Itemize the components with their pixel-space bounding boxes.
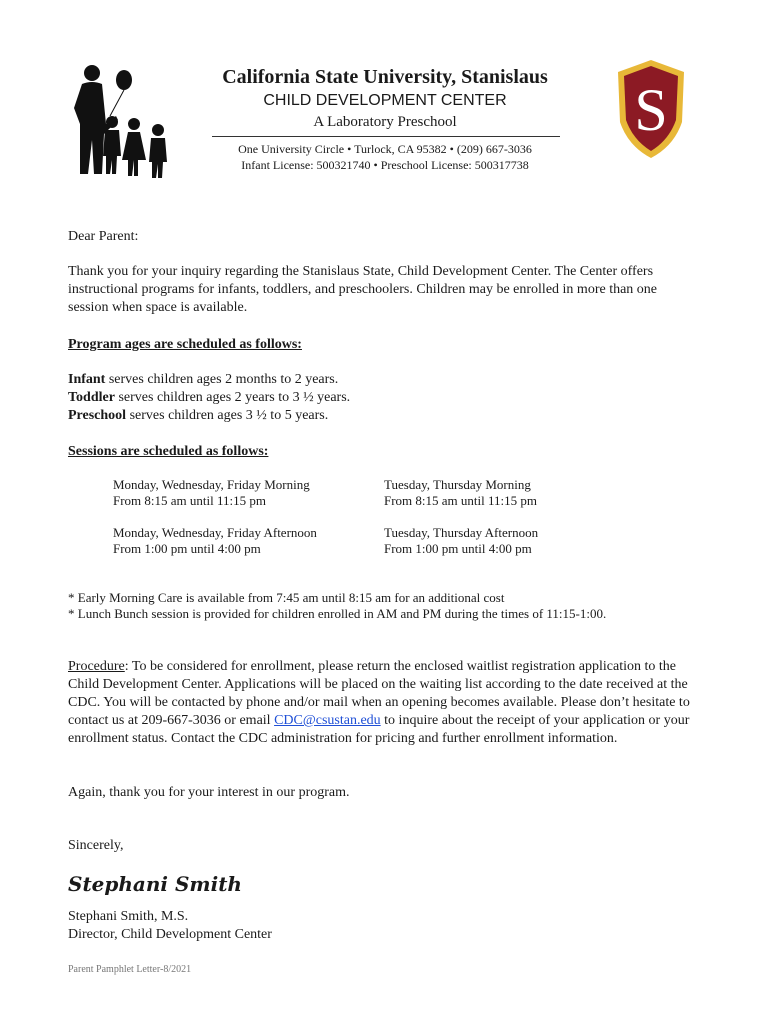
age-line-toddler bbox=[68, 389, 708, 407]
address-line: One University Circle • Turlock, CA 95382 • (209) 667-3036 bbox=[238, 142, 532, 156]
email-link[interactable]: CDC@csustan.edu bbox=[274, 713, 381, 728]
program-description: serves children ages 2 months to 2 years. bbox=[105, 372, 339, 387]
procedure-paragraph bbox=[68, 658, 698, 748]
letterhead-divider bbox=[212, 136, 560, 137]
procedure-text-end: to inquire about the receipt of your application or your enrollment status. Contact the CDC administration for pricing and further enrollment information. bbox=[68, 713, 690, 746]
footer-note: Parent Pamphlet Letter-8/2021 bbox=[68, 964, 192, 975]
session-block bbox=[384, 525, 538, 557]
program-name: Toddler bbox=[68, 390, 115, 405]
session-block bbox=[113, 525, 317, 557]
intro-paragraph: Thank you for your inquiry regarding the Stanislaus State, Child Development Center. The Center offers instructional programs for infants, toddlers, and preschoolers. Children may be enrolled in more than one session when space is available. bbox=[68, 264, 658, 315]
ages-heading: Program ages are scheduled as follows: bbox=[68, 337, 302, 352]
closing: Sincerely, bbox=[68, 838, 124, 853]
session-days: Tuesday, Thursday Afternoon bbox=[384, 525, 539, 540]
session-time: From 1:00 pm until 4:00 pm bbox=[384, 541, 532, 556]
program-name: Infant bbox=[68, 372, 106, 387]
signer-name: Stephani Smith, M.S. bbox=[68, 909, 189, 924]
procedure-text: : To be considered for enrollment, please return the enclosed waitlist registration application to the Child Development Center. Applications will be placed on the waiting list according to the date received at the CDC. You will be contacted by phone and/or mail when an opening becomes available. Please don’t hesitate to contact us at 209-667-3036 or email bbox=[68, 659, 690, 728]
program-description: serves children ages 3 ½ to 5 years. bbox=[126, 408, 329, 423]
session-days: Monday, Wednesday, Friday Afternoon bbox=[113, 525, 317, 540]
thanks-line: Again, thank you for your interest in our program. bbox=[68, 785, 350, 800]
age-line-preschool bbox=[68, 407, 708, 425]
program-description: serves children ages 2 years to 3 ½ years. bbox=[114, 390, 351, 405]
signature: Stephani Smith bbox=[68, 872, 242, 896]
procedure-label: Procedure bbox=[68, 659, 125, 674]
license-line: Infant License: 500321740 • Preschool License: 500317738 bbox=[241, 158, 529, 172]
session-days: Tuesday, Thursday Morning bbox=[384, 477, 531, 492]
sessions-heading: Sessions are scheduled as follows: bbox=[68, 444, 269, 459]
session-time: From 8:15 am until 11:15 pm bbox=[384, 493, 537, 508]
program-name: Preschool bbox=[68, 408, 127, 423]
greeting: Dear Parent: bbox=[68, 229, 139, 244]
session-time: From 8:15 am until 11:15 pm bbox=[113, 493, 266, 508]
session-days: Monday, Wednesday, Friday Morning bbox=[113, 477, 310, 492]
signer-title: Director, Child Development Center bbox=[68, 927, 272, 942]
session-time: From 1:00 pm until 4:00 pm bbox=[113, 541, 261, 556]
note-early-care: * Early Morning Care is available from 7:45 am until 8:15 am for an additional cost bbox=[68, 590, 505, 605]
center-subtitle: A Laboratory Preschool bbox=[313, 114, 457, 130]
center-name: CHILD DEVELOPMENT CENTER bbox=[263, 92, 507, 109]
age-line-infant bbox=[68, 371, 708, 389]
university-name: California State University, Stanislaus bbox=[222, 66, 548, 88]
note-lunch-bunch: * Lunch Bunch session is provided for children enrolled in AM and PM during the times of 11:15-1:00. bbox=[68, 606, 607, 621]
session-block bbox=[113, 477, 310, 509]
session-block bbox=[384, 477, 537, 509]
stanislaus-s-shield-icon bbox=[614, 58, 688, 160]
shield-letter: S bbox=[634, 77, 668, 143]
